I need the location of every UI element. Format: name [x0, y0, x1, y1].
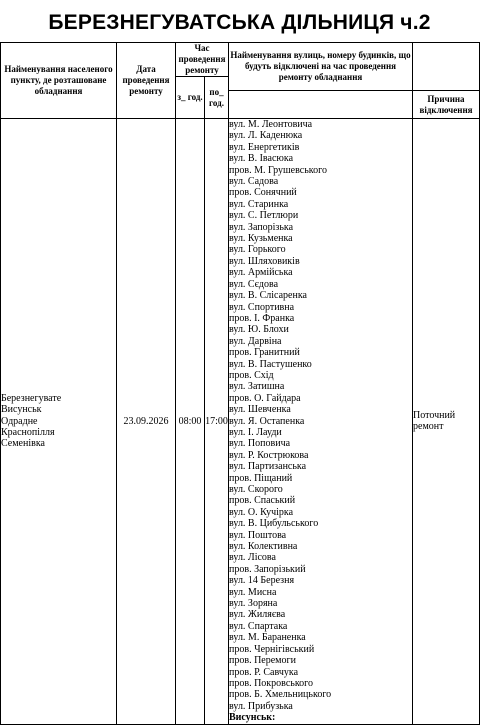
street-item: вул. В. Слісаренка — [229, 290, 307, 302]
street-item: вул. Спортивна — [229, 301, 295, 313]
street-item: вул. Поштова — [229, 529, 287, 541]
street-item: вул. Р. Кострюкова — [229, 449, 309, 461]
street-item: вул. Лісова — [229, 552, 276, 564]
street-item: вул. Кузьменка — [229, 233, 293, 245]
street-item: пров. Запорізький — [229, 563, 306, 575]
street-item: вул. В. Цибульського — [229, 518, 319, 530]
street-item: пров. М. Грушевського — [229, 164, 327, 176]
street-item: вул. Шевченка — [229, 404, 291, 416]
street-item: пров. Піщаний — [229, 472, 293, 484]
time-from-cell: 08:00 — [176, 119, 205, 725]
street-item: вул. Старинка — [229, 198, 289, 210]
header-time-to: по_ год. — [205, 77, 229, 119]
street-item: пров. Б. Хмельницького — [229, 689, 332, 701]
streets-cell — [229, 119, 413, 725]
street-item: вул. В. Івасюка — [229, 153, 294, 165]
street-item: вул. Дарвіна — [229, 335, 282, 347]
street-item: вул. Запорізька — [229, 221, 294, 233]
outage-table-container — [0, 42, 479, 724]
street-item: вул. Енергетиків — [229, 141, 300, 153]
street-item: пров. Спаський — [229, 495, 296, 507]
header-cause-blank — [413, 43, 480, 91]
street-item: вул. І. Лауди — [229, 426, 282, 438]
header-streets: Найменування вулиць, номеру будинків, що будуть відключені на час проведення ремонту обладнання — [229, 43, 413, 91]
street-item: вул. Л. Каденюка — [229, 130, 303, 142]
cause-cell: Поточний ремонт — [413, 119, 480, 725]
streets-section-label: Висунськ: — [229, 712, 276, 724]
header-time-group: Час проведення ремонту — [176, 43, 229, 77]
street-item: пров. І. Франка — [229, 312, 295, 324]
place-name: Семенівка — [1, 438, 45, 450]
street-item: вул. Я. Остапенка — [229, 415, 305, 427]
street-item: вул. Зоряна — [229, 598, 278, 610]
street-item: вул. М. Бараненка — [229, 632, 306, 644]
street-item: вул. Партизанська — [229, 461, 307, 473]
street-list — [229, 119, 412, 712]
street-item: пров. Схід — [229, 369, 274, 381]
street-item: вул. Затишна — [229, 381, 285, 393]
place-name: Одрадне — [1, 415, 38, 427]
street-item: вул. Ю. Блохи — [229, 324, 289, 336]
street-item: вул. Поповича — [229, 438, 291, 450]
header-streets-continued — [229, 91, 413, 119]
street-item: пров. Покровського — [229, 677, 314, 689]
street-item: пров. Перемоги — [229, 655, 296, 667]
street-item: вул. Прибузька — [229, 700, 293, 712]
table-row — [1, 119, 480, 725]
street-item: вул. Шляховиків — [229, 255, 300, 267]
street-item: вул. Горького — [229, 244, 286, 256]
street-item: пров. О. Гайдара — [229, 392, 301, 404]
street-item: пров. Гранитний — [229, 347, 300, 359]
street-item: вул. Жиляєва — [229, 609, 286, 621]
street-item: пров. Чернігівський — [229, 643, 315, 655]
header-time-from: з_ год. — [176, 77, 205, 119]
street-item: вул. Сєдова — [229, 278, 279, 290]
street-item: пров. Сонячний — [229, 187, 297, 199]
street-item: вул. Колективна — [229, 541, 298, 553]
page-title: БЕРЕЗНЕГУВАТСЬКА ДІЛЬНИЦЯ ч.2 — [48, 11, 431, 34]
place-name: Краснопілля — [1, 426, 55, 438]
street-item: пров. Р. Савчука — [229, 666, 299, 678]
date-cell: 23.09.2026 — [117, 119, 176, 725]
time-to-cell: 17:00 — [205, 119, 229, 725]
street-item: вул. Армійська — [229, 267, 293, 279]
header-cause: Причина відключення — [413, 91, 480, 119]
street-item: вул. 14 Березня — [229, 575, 295, 587]
street-item: вул. С. Петлюри — [229, 210, 299, 222]
street-item: вул. Садова — [229, 176, 279, 188]
header-date: Дата проведення ремонту — [117, 43, 176, 119]
street-item: вул. О. Кучірка — [229, 506, 294, 518]
street-item: вул. М. Леонтовича — [229, 119, 313, 130]
street-item: вул. В. Пастушенко — [229, 358, 312, 370]
header-place: Найменування населеного пункту, де розташоване обладнання — [1, 43, 117, 119]
street-item: вул. Спартака — [229, 620, 288, 632]
places-cell — [1, 119, 117, 725]
place-name: Висунськ — [1, 404, 42, 416]
street-item: вул. Скорого — [229, 484, 283, 495]
outage-schedule-table — [0, 42, 480, 725]
street-item: вул. Мисна — [229, 586, 277, 598]
place-name: Березнегувате — [1, 392, 62, 404]
